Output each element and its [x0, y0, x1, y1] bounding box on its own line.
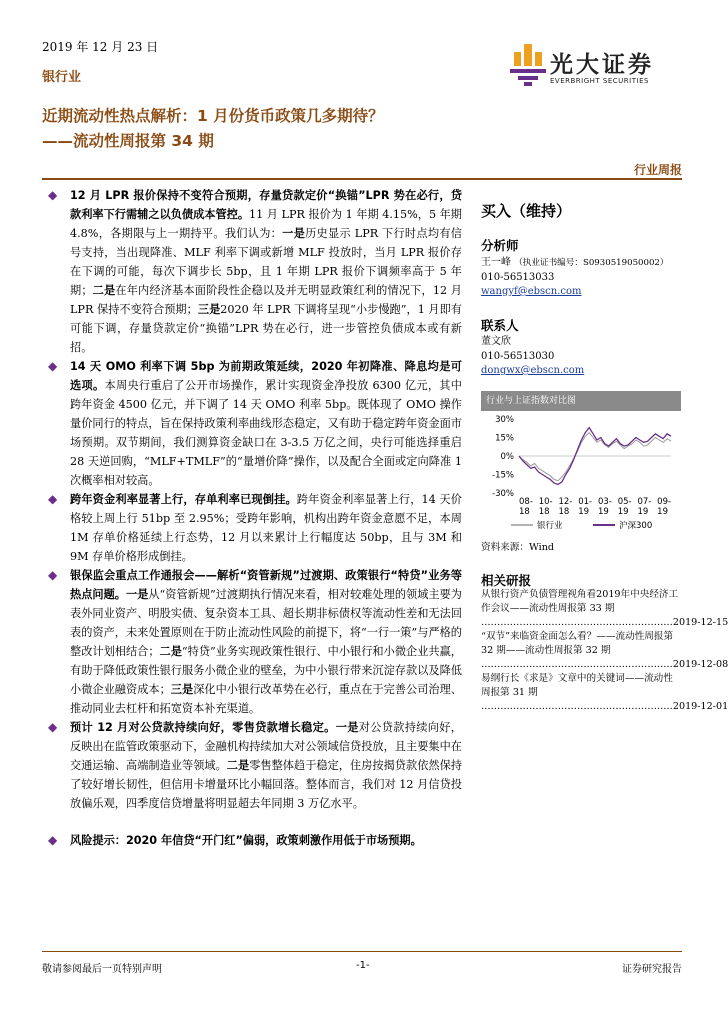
sector-label: 银行业 — [42, 70, 82, 85]
diamond-bullet-icon: ◆ — [48, 492, 58, 506]
leader-dots: …………………………………………………… — [481, 701, 673, 712]
bullet-cbirc-text2: “特贷”业务实现政策性银行、中小银行和小微企业共赢，有助于降低政策性银行服务小微企业的壁垒，为中小银行带来沉淀存款以及降低小微企业融资成本； — [70, 645, 462, 696]
footer-divider — [42, 951, 682, 952]
logo-english: EVERBRIGHT SECURITIES — [550, 77, 649, 85]
bullet-lpr-text3: 2020 年 LPR 下调将呈现“小步慢跑”，1 月即有可能下调，存量贷款定价“换锚”LPR 势在必行，进一步管控负债成本或有新招。 — [70, 303, 462, 354]
bullet-risk — [44, 831, 462, 850]
bullet-loans — [44, 718, 462, 813]
company-logo — [506, 44, 686, 104]
footer-disclaimer: 敬请参阅最后一页特别声明 — [42, 964, 162, 975]
bullet-cbirc-heading: 银保监会重点工作通报会——解析“资管新规”过渡期、政策银行“特贷”业务等热点问题。 — [70, 569, 462, 601]
x-tick-label: 03- — [597, 497, 612, 507]
related-item-date-line — [481, 700, 728, 714]
y-tick-label: -15% — [492, 470, 514, 481]
bullet-lpr-text1: 历史显示 LPR 下行时点均有信号支持，当出现降准、MLF 利率下调或新增 MLF 投放时，当月 LPR 报价存在下调的可能，每次下调步长 5bp，且 1 年期 LPR 报价下调频率高于 5 年期； — [70, 227, 462, 297]
x-tick-label-year: 19 — [637, 507, 649, 517]
bullet-cbirc-text3: 深化中小银行改革势在必行，重点在于完善公司治理、推动同业去杠杆和拓宽资本补充渠道。 — [70, 683, 462, 715]
y-tick-label: 15% — [495, 433, 514, 444]
report-title: 近期流动性热点解析：1 月份货币政策几多期待？ — [42, 107, 384, 125]
report-subtitle: ——流动性周报第 34 期 — [42, 132, 214, 150]
related-item-date: 2019-12-15 — [672, 617, 728, 628]
x-tick-label-year: 19 — [617, 507, 629, 517]
page-number: -1- — [356, 960, 370, 971]
bullet-lpr-key2: 二是 — [92, 284, 116, 297]
related-item-date-line — [481, 616, 728, 630]
x-tick-label-year: 19 — [597, 507, 609, 517]
related-item[interactable] — [481, 672, 728, 714]
y-tick-label: -30% — [492, 489, 514, 499]
header-divider — [42, 178, 682, 180]
index-comparison-chart — [481, 391, 681, 561]
diamond-bullet-icon: ◆ — [48, 833, 58, 847]
related-item-date: 2019-12-01 — [672, 701, 728, 712]
analyst-heading: 分析师 — [481, 238, 519, 253]
x-tick-label: 05- — [617, 497, 632, 507]
y-tick-label: 0% — [500, 452, 514, 462]
bullet-funding-rate — [44, 490, 462, 566]
bullet-lpr-heading: 12 月 LPR 报价保持不变符合预期，存量贷款定价“换锚”LPR 势在必行，贷款利率下行需辅之以负债成本管控。 — [70, 189, 462, 221]
analyst-line — [481, 256, 669, 270]
bullet-cbirc-key1: 一是 — [125, 588, 149, 601]
x-tick-label: 01- — [578, 497, 593, 507]
diamond-bullet-icon: ◆ — [48, 720, 58, 734]
diamond-bullet-icon: ◆ — [48, 568, 58, 582]
related-research-list — [481, 588, 728, 714]
chart-title: 行业与上证指数对比图 — [481, 391, 681, 411]
analyst-name: 王一峰 — [481, 257, 511, 268]
related-item-title: 从银行资产负债管理视角看2019年中央经济工作会议——流动性周报第 33 期 — [481, 589, 679, 614]
bullet-loans-key1: 一是 — [335, 721, 359, 734]
bullet-loans-heading: 预计 12 月对公贷款持续向好，零售贷款增长稳定。 — [70, 721, 336, 734]
bullet-funding-heading: 跨年资金利率显著上行，存单利率已现倒挂。 — [70, 493, 297, 506]
report-date: 2019 年 12 月 23 日 — [42, 40, 159, 54]
bullet-lpr-text: 11 月 LPR 报价为 1 年期 4.15%，5 年期 4.8%，各期限与上一期持平。我们认为： — [70, 208, 462, 240]
analyst-phone: 010-56513033 — [481, 272, 555, 283]
bullet-omo-heading: 14 天 OMO 利率下调 5bp 为前期政策延续，2020 年初降准、降息均是可选项。 — [70, 360, 462, 392]
leader-dots: …………………………………………………… — [481, 617, 673, 628]
bullet-risk-heading: 风险提示：2020 年信贷“开门红”偏弱，政策刺激作用低于市场预期。 — [70, 834, 422, 847]
x-tick-label-year: 18 — [519, 507, 530, 517]
legend-label: 沪深300 — [619, 521, 653, 531]
x-tick-label: 07- — [637, 497, 652, 507]
related-item[interactable] — [481, 630, 728, 672]
bullet-lpr-key3: 三是 — [197, 303, 221, 316]
footer-report-type: 证券研究报告 — [622, 964, 682, 975]
x-tick-label: 10- — [538, 497, 553, 507]
bullet-cbirc-key2: 二是 — [159, 645, 182, 658]
contact-name: 董文欣 — [481, 336, 511, 347]
logo-mark-icon — [510, 44, 546, 86]
bullet-cbirc — [44, 566, 462, 718]
bullet-loans-text2: 零售整体趋于稳定，住房按揭贷款依然保持了较好增长韧性，但信用卡增量环比小幅回落。整体而言，我们对 12 月信贷投放偏乐观，四季度信贷增量将明显超去年同期 3 万亿水平。 — [70, 759, 462, 810]
related-item-date: 2019-12-08 — [672, 659, 728, 670]
legend-label: 银行业 — [537, 521, 563, 531]
diamond-bullet-icon: ◆ — [48, 188, 58, 202]
x-tick-label-year: 19 — [578, 507, 590, 517]
x-tick-label: 08- — [519, 497, 533, 507]
bullet-lpr — [44, 186, 462, 357]
bullet-lpr-text2: 在年内经济基本面阶段性企稳以及并无明显政策红利的情况下，12 月 LPR 保持不变符合预期； — [70, 284, 462, 316]
x-tick-label-year: 18 — [558, 507, 570, 517]
diamond-bullet-icon: ◆ — [48, 359, 58, 373]
chart-canvas — [481, 411, 681, 561]
bullet-loans-key2: 二是 — [226, 759, 250, 772]
x-tick-label: 12- — [558, 497, 573, 507]
y-tick-label: 30% — [495, 415, 514, 425]
bullet-omo — [44, 357, 462, 490]
related-item[interactable] — [481, 588, 728, 630]
bullet-cbirc-text1: 从“资管新规”过渡期执行情况来看，相对较难处理的领域主要为表外同业资产、明股实债、复杂资本工具、超长期非标债权等流动性差和无法回表的资产，未来处置原则在于防止流动性风险的前提下，将“一行一策”与严格的整改计划相结合； — [70, 588, 462, 658]
analyst-cert: （执业证书编号：S0930519050002） — [514, 258, 669, 268]
chart-source: 资料来源：Wind — [481, 542, 555, 553]
investment-rating: 买入（维持） — [481, 202, 572, 220]
bullet-funding-text: 跨年资金利率显著上行，14 天价格较上周上行 51bp 至 2.95%；受跨年影响，机构出跨年资金意愿不足，本周 1M 存单价格延续上行态势，12 月以来累计上行幅度达 50bp，且与 3M 和 9M 存单价格形成倒挂。 — [70, 493, 462, 563]
contact-phone: 010-56513030 — [481, 351, 555, 362]
main-content — [44, 186, 462, 850]
contact-email-link[interactable]: dongwx@ebscn.com — [481, 365, 585, 376]
x-tick-label-year: 19 — [657, 507, 669, 517]
bullet-cbirc-key3: 三是 — [170, 683, 194, 696]
bullet-omo-text: 本周央行重启了公开市场操作，累计实现资金净投放 6300 亿元，其中跨年资金 4500 亿元，并下调了 14 天 OMO 利率 5bp。既体现了 OMO 操作量价同行的特点，旨在保持政策利率曲线形态稳定，又有助于稳定跨年资金面市场预期。双节期间，我们测算资金缺口在 3-3.5 万亿之间，央行可能选择重启 28 天逆回购，“MLF+TMLF”的“量增价降”操作，以及配合全面或定向降准 1 次概率相对较高。 — [70, 379, 462, 487]
contact-heading: 联系人 — [481, 318, 519, 333]
logo-chinese: 光大证券 — [550, 52, 654, 78]
x-tick-label-year: 18 — [538, 507, 550, 517]
analyst-email-link[interactable]: wangyf@ebscn.com — [481, 286, 582, 297]
related-item-date-line — [481, 658, 728, 672]
leader-dots: …………………………………………………… — [481, 659, 673, 670]
bullet-loans-text1: 对公贷款持续向好，反映出在监管政策驱动下，金融机构持续加大对公领域信贷投放，且主要集中在交通运输、高端制造业等领域。 — [70, 721, 462, 772]
related-research-heading: 相关研报 — [481, 573, 532, 588]
related-item-title: 易纲行长《求是》文章中的关键词——流动性周报第 31 期 — [481, 673, 673, 698]
bullet-lpr-key1: 一是 — [282, 227, 306, 240]
related-item-title: “双节”来临资金面怎么看？——流动性周报第 32 期——流动性周报第 32 期 — [481, 631, 674, 656]
document-type: 行业周报 — [633, 163, 682, 177]
x-tick-label: 09- — [657, 497, 672, 507]
